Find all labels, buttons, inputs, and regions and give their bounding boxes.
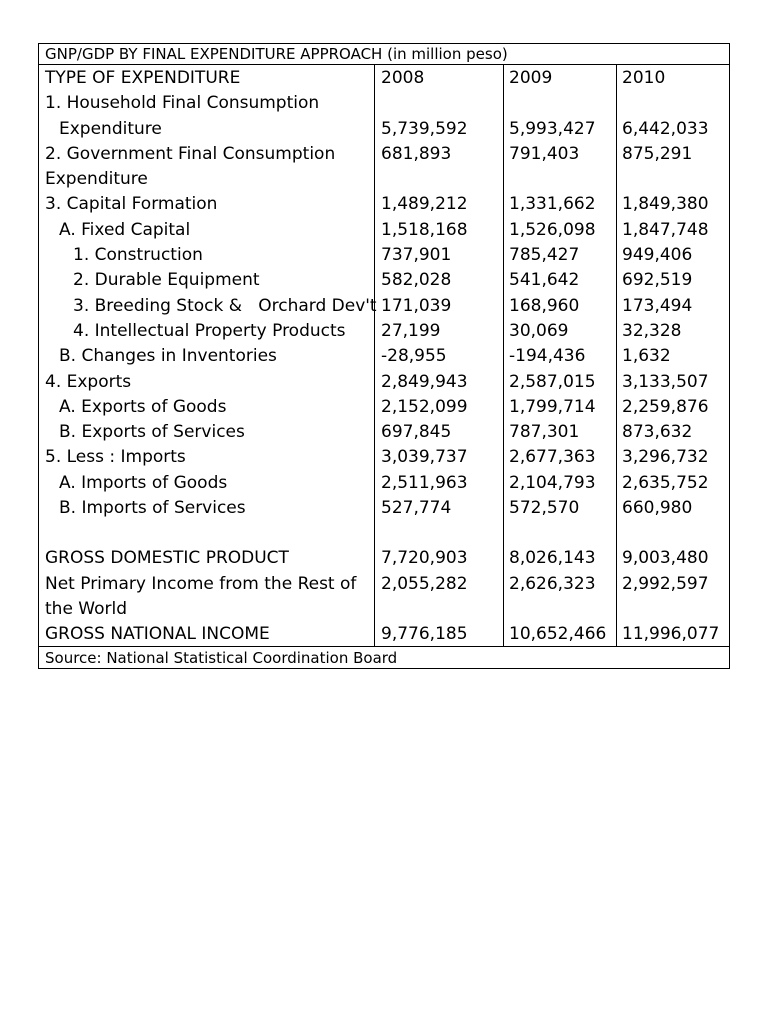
row-government-label-2: Expenditure	[45, 169, 148, 189]
row-intellectual-property-2009: 30,069	[509, 321, 569, 341]
row-inventories-2009: -194,436	[509, 346, 586, 366]
gnp-gdp-table	[38, 43, 730, 669]
row-household-2009: 5,993,427	[509, 119, 596, 139]
row-capital-formation-label: 3. Capital Formation	[45, 194, 218, 214]
row-imports-label: 5. Less : Imports	[45, 447, 186, 467]
row-breeding-stock-2010: 173,494	[622, 296, 693, 316]
row-capital-formation-2010: 1,849,380	[622, 194, 709, 214]
header-2009: 2009	[509, 68, 553, 88]
row-imports-2008: 3,039,737	[381, 447, 468, 467]
header-type: TYPE OF EXPENDITURE	[45, 68, 241, 88]
row-imports-goods-label: A. Imports of Goods	[59, 473, 228, 493]
row-exports-2009: 2,587,015	[509, 372, 596, 392]
row-gni-label: GROSS NATIONAL INCOME	[45, 624, 270, 644]
column-divider-2009	[503, 64, 504, 646]
row-imports-2009: 2,677,363	[509, 447, 596, 467]
row-capital-formation-2008: 1,489,212	[381, 194, 468, 214]
row-gni-2009: 10,652,466	[509, 624, 607, 644]
row-exports-goods-label: A. Exports of Goods	[59, 397, 227, 417]
row-imports-goods-2008: 2,511,963	[381, 473, 468, 493]
row-construction-2010: 949,406	[622, 245, 693, 265]
row-durable-equipment-label: 2. Durable Equipment	[73, 270, 260, 290]
row-exports-label: 4. Exports	[45, 372, 132, 392]
row-exports-services-label: B. Exports of Services	[59, 422, 245, 442]
row-gni-2010: 11,996,077	[622, 624, 720, 644]
row-gdp-label: GROSS DOMESTIC PRODUCT	[45, 548, 289, 568]
row-household-2010: 6,442,033	[622, 119, 709, 139]
row-fixed-capital-2008: 1,518,168	[381, 220, 468, 240]
row-imports-services-2010: 660,980	[622, 498, 693, 518]
caption-divider	[39, 64, 729, 65]
row-net-primary-income-2010: 2,992,597	[622, 574, 709, 594]
row-government-2009: 791,403	[509, 144, 580, 164]
row-imports-2010: 3,296,732	[622, 447, 709, 467]
row-net-primary-income-2009: 2,626,323	[509, 574, 596, 594]
row-exports-2010: 3,133,507	[622, 372, 709, 392]
row-fixed-capital-2010: 1,847,748	[622, 220, 709, 240]
row-household-2008: 5,739,592	[381, 119, 468, 139]
row-construction-2009: 785,427	[509, 245, 580, 265]
row-intellectual-property-2010: 32,328	[622, 321, 682, 341]
row-breeding-stock-2008: 171,039	[381, 296, 452, 316]
row-gni-2008: 9,776,185	[381, 624, 468, 644]
row-net-primary-income-label-2: the World	[45, 599, 128, 619]
row-imports-goods-2009: 2,104,793	[509, 473, 596, 493]
row-household-label-1: 1. Household Final Consumption	[45, 93, 320, 113]
row-household-label-2: Expenditure	[59, 119, 162, 139]
column-divider-2010	[616, 64, 617, 646]
row-intellectual-property-2008: 27,199	[381, 321, 441, 341]
row-imports-services-2009: 572,570	[509, 498, 580, 518]
row-breeding-stock-2009: 168,960	[509, 296, 580, 316]
row-exports-2008: 2,849,943	[381, 372, 468, 392]
row-exports-services-2008: 697,845	[381, 422, 452, 442]
row-gdp-2008: 7,720,903	[381, 548, 468, 568]
table-source: Source: National Statistical Coordination Board	[45, 649, 398, 667]
row-inventories-label: B. Changes in Inventories	[59, 346, 277, 366]
row-exports-goods-2008: 2,152,099	[381, 397, 468, 417]
row-durable-equipment-2008: 582,028	[381, 270, 452, 290]
table-caption: GNP/GDP BY FINAL EXPENDITURE APPROACH (in million peso)	[45, 45, 508, 63]
row-net-primary-income-2008: 2,055,282	[381, 574, 468, 594]
row-intellectual-property-label: 4. Intellectual Property Products	[73, 321, 346, 341]
row-durable-equipment-2010: 692,519	[622, 270, 693, 290]
row-inventories-2008: -28,955	[381, 346, 447, 366]
row-gdp-2009: 8,026,143	[509, 548, 596, 568]
row-construction-label: 1. Construction	[73, 245, 203, 265]
row-exports-services-2010: 873,632	[622, 422, 693, 442]
row-durable-equipment-2009: 541,642	[509, 270, 580, 290]
row-construction-2008: 737,901	[381, 245, 452, 265]
row-exports-services-2009: 787,301	[509, 422, 580, 442]
row-imports-services-2008: 527,774	[381, 498, 452, 518]
row-imports-services-label: B. Imports of Services	[59, 498, 246, 518]
row-government-2010: 875,291	[622, 144, 693, 164]
row-fixed-capital-2009: 1,526,098	[509, 220, 596, 240]
row-inventories-2010: 1,632	[622, 346, 671, 366]
row-exports-goods-2010: 2,259,876	[622, 397, 709, 417]
row-capital-formation-2009: 1,331,662	[509, 194, 596, 214]
row-government-label-1: 2. Government Final Consumption	[45, 144, 336, 164]
header-2010: 2010	[622, 68, 666, 88]
row-gdp-2010: 9,003,480	[622, 548, 709, 568]
row-exports-goods-2009: 1,799,714	[509, 397, 596, 417]
row-government-2008: 681,893	[381, 144, 452, 164]
row-breeding-stock-label: 3. Breeding Stock & Orchard Dev't	[73, 296, 377, 316]
row-fixed-capital-label: A. Fixed Capital	[59, 220, 191, 240]
header-2008: 2008	[381, 68, 425, 88]
row-imports-goods-2010: 2,635,752	[622, 473, 709, 493]
row-net-primary-income-label-1: Net Primary Income from the Rest of	[45, 574, 357, 594]
